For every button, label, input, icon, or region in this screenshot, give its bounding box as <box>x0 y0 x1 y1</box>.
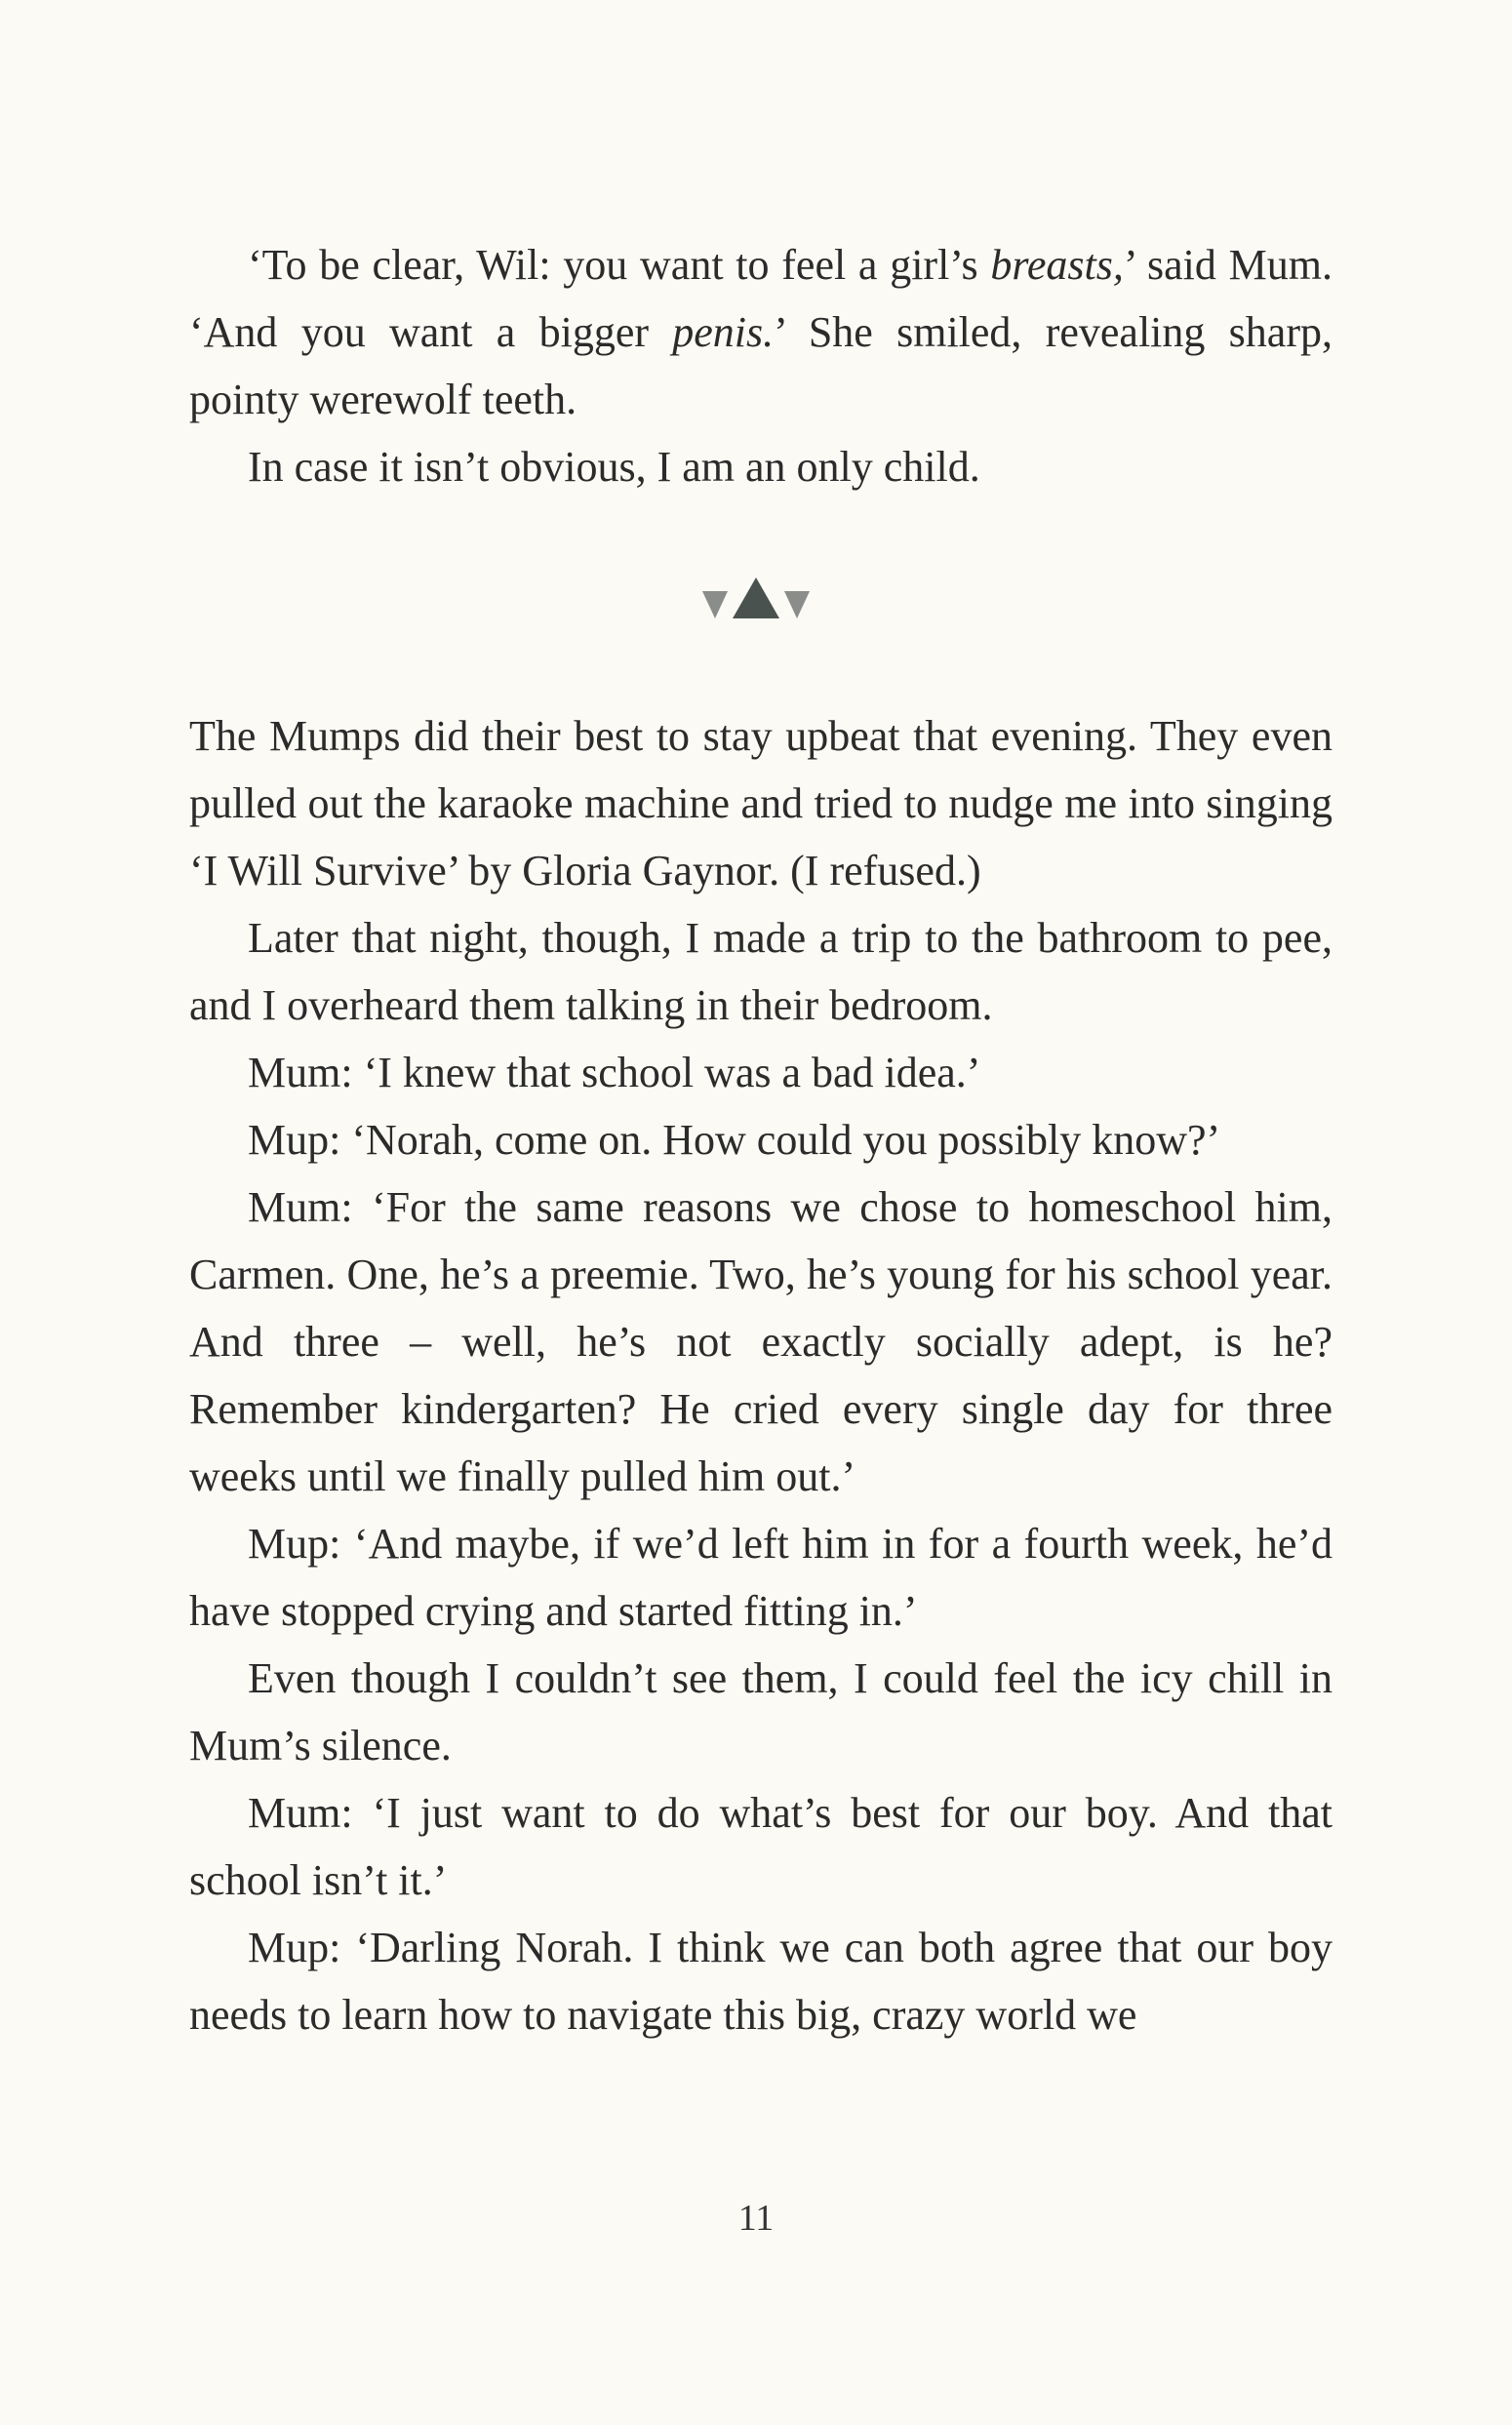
paragraph: Mum: ‘I knew that school was a bad idea.’ <box>248 1049 981 1096</box>
paragraph: Mup: ‘Darling Norah. I think we can both agree that our boy needs to learn how to navigate this big, crazy world we <box>189 1924 1333 2039</box>
page-number: 11 <box>737 2198 775 2239</box>
paragraph: Mup: ‘And maybe, if we’d left him in for a fourth week, he’d have stopped crying and started fitting in.’ <box>189 1520 1333 1635</box>
paragraph-text: ‘To be clear, Wil: you want to feel a girl’s <box>248 241 991 289</box>
paragraph: In case it isn’t obvious, I am an only child. <box>248 443 980 491</box>
paragraph-text: ’ She smiled, revealing sharp, pointy werewolf teeth. <box>189 308 1333 423</box>
emphasis-text: breasts, <box>990 241 1124 289</box>
up-triangle-icon <box>733 577 779 618</box>
paragraph-text: ’ said Mum. ‘And you want a bigger <box>189 241 1333 356</box>
down-triangle-right-icon <box>784 591 810 618</box>
paragraph: Mum: ‘For the same reasons we chose to homeschool him, Carmen. One, he’s a preemie. Two, he’s young for his school year. And three – well, he’s not exactly socially adept, is he? Remember kindergarten? He cried every single day for three weeks until we finally pulled him out.’ <box>189 1183 1333 1500</box>
triangle-ornament-icon <box>683 576 829 634</box>
text-section-1 <box>189 231 1333 500</box>
paragraph: The Mumps did their best to stay upbeat that evening. They even pulled out the karaoke machine and tried to nudge me into singing ‘I Will Survive’ by Gloria Gaynor. (I refused.) <box>189 712 1333 894</box>
paragraph: Even though I couldn’t see them, I could feel the icy chill in Mum’s silence. <box>189 1654 1333 1769</box>
text-section-2 <box>189 702 1333 2048</box>
down-triangle-left-icon <box>702 591 728 618</box>
paragraph: Later that night, though, I made a trip to the bathroom to pee, and I overheard them talking in their bedroom. <box>189 914 1333 1029</box>
paragraph: Mup: ‘Norah, come on. How could you possibly know?’ <box>248 1116 1221 1164</box>
emphasis-text: penis. <box>672 308 775 356</box>
paragraph <box>189 231 1333 433</box>
paragraph: Mum: ‘I just want to do what’s best for our boy. And that school isn’t it.’ <box>189 1789 1333 1904</box>
section-divider <box>0 576 1512 634</box>
